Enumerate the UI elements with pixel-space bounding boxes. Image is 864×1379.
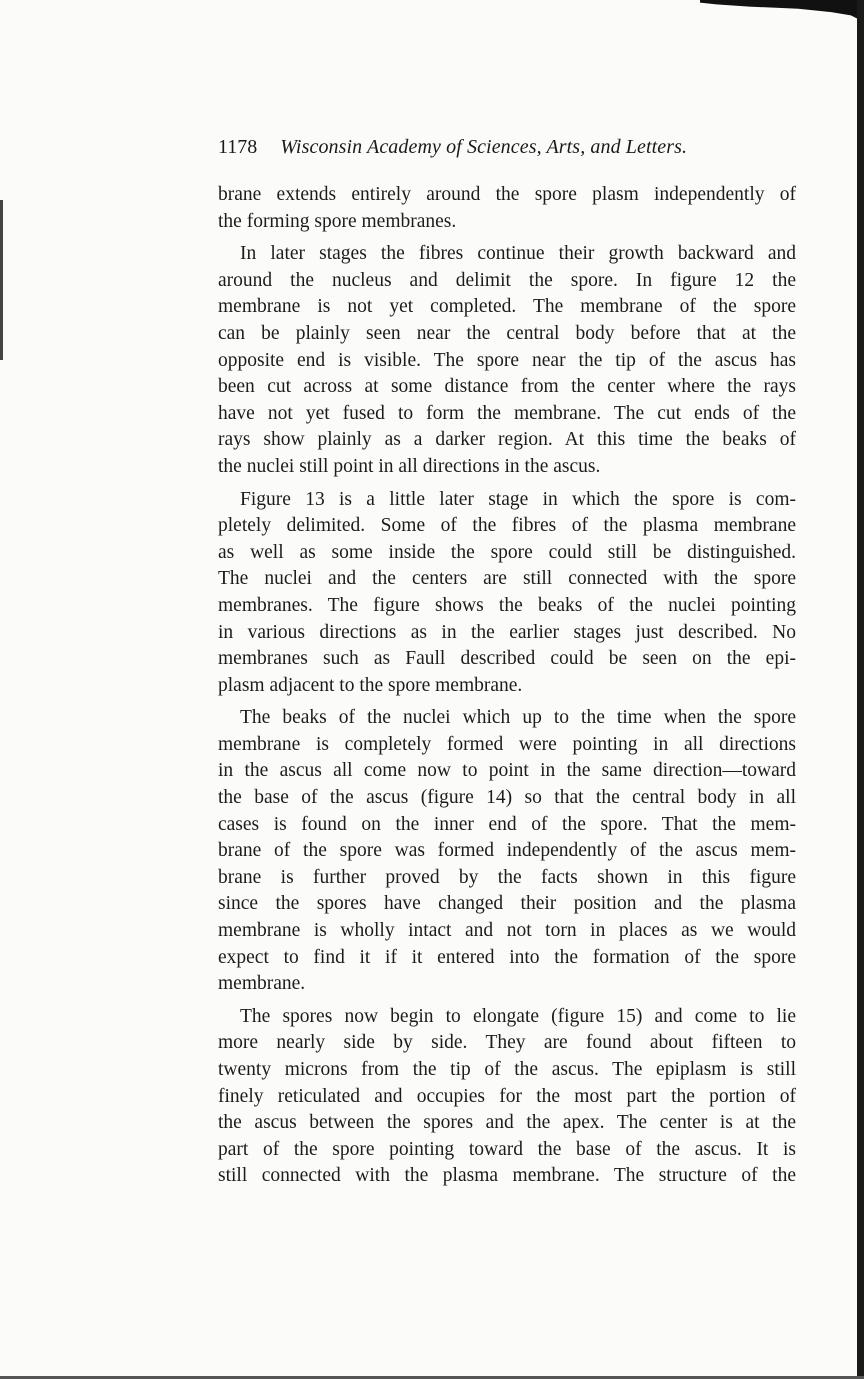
text-line: still connected with the plasma membrane. The structure of the (218, 1165, 796, 1187)
scan-edge-right (857, 0, 864, 1379)
text-line: been cut across at some distance from the center where the rays (218, 376, 796, 398)
body-text (218, 182, 796, 1196)
text-line: since the spores have changed their position and the plasma (218, 893, 796, 915)
text-line: around the nucleus and delimit the spore. In figure 12 the (218, 269, 796, 291)
running-head (218, 136, 798, 159)
text-line: membrane is wholly intact and not torn in places as we would (218, 920, 796, 942)
text-line: brane is further proved by the facts shown in this figure (218, 866, 796, 888)
text-line: more nearly side by side. They are found about fifteen to (218, 1032, 796, 1054)
text-line: the nuclei still point in all directions in the ascus. (218, 455, 601, 477)
text-line: as well as some inside the spore could still be distinguished. (218, 541, 796, 563)
text-line: In later stages the fibres continue their growth backward and (240, 243, 796, 265)
text-line: membranes such as Faull described could be seen on the epi- (218, 648, 796, 670)
paragraph (218, 487, 796, 700)
text-line: in various directions as in the earlier stages just described. No (218, 621, 796, 643)
text-line: Figure 13 is a little later stage in which the spore is com- (240, 488, 796, 510)
text-line: expect to find it if it entered into the formation of the spore (218, 946, 796, 968)
paragraph (218, 1004, 796, 1190)
text-line: finely reticulated and occupies for the most part the portion of (218, 1085, 796, 1107)
text-line: membrane is not yet completed. The membrane of the spore (218, 296, 796, 318)
text-line: twenty microns from the tip of the ascus. The epiplasm is still (218, 1059, 796, 1080)
text-line: the base of the ascus (figure 14) so that the central body in all (218, 787, 796, 809)
text-line: cases is found on the inner end of the spore. That the mem- (218, 813, 796, 835)
paragraph (218, 241, 796, 480)
text-line: have not yet fused to form the membrane. The cut ends of the (218, 402, 796, 424)
text-line: The beaks of the nuclei which up to the time when the spore (240, 707, 796, 729)
text-line: can be plainly seen near the central body before that at the (218, 322, 796, 344)
text-line: part of the spore pointing toward the base of the ascus. It is (218, 1138, 796, 1160)
text-line: membrane. (218, 973, 306, 995)
text-line: the ascus between the spores and the apex. The center is at the (218, 1112, 796, 1134)
text-line: the forming spore membranes. (218, 210, 457, 232)
text-line: in the ascus all come now to point in the same direction—toward (218, 760, 796, 782)
text-line: membrane is completely formed were pointing in all directions (218, 733, 796, 755)
text-line: plasm adjacent to the spore membrane. (218, 674, 523, 696)
text-line: The spores now begin to elongate (figure 15) and come to lie (240, 1005, 796, 1027)
paragraph (218, 182, 796, 235)
text-line: brane of the spore was formed independently of the ascus mem- (218, 840, 796, 862)
text-line: rays show plainly as a darker region. At this time the beaks of (218, 429, 796, 451)
text-line: opposite end is visible. The spore near the tip of the ascus has (218, 349, 796, 371)
journal-title: Wisconsin Academy of Sciences, Arts, and Letters. (280, 136, 688, 158)
paragraph (218, 705, 796, 998)
text-line: membranes. The figure shows the beaks of the nuclei pointing (218, 594, 796, 616)
text-line: brane extends entirely around the spore plasm independently of (218, 184, 796, 205)
scan-edge-left (0, 200, 3, 360)
page-number: 1178 (218, 136, 258, 158)
text-line: The nuclei and the centers are still connected with the spore (218, 568, 796, 590)
text-line: pletely delimited. Some of the fibres of the plasma membrane (218, 515, 796, 537)
scan-edge-top (700, 0, 864, 22)
